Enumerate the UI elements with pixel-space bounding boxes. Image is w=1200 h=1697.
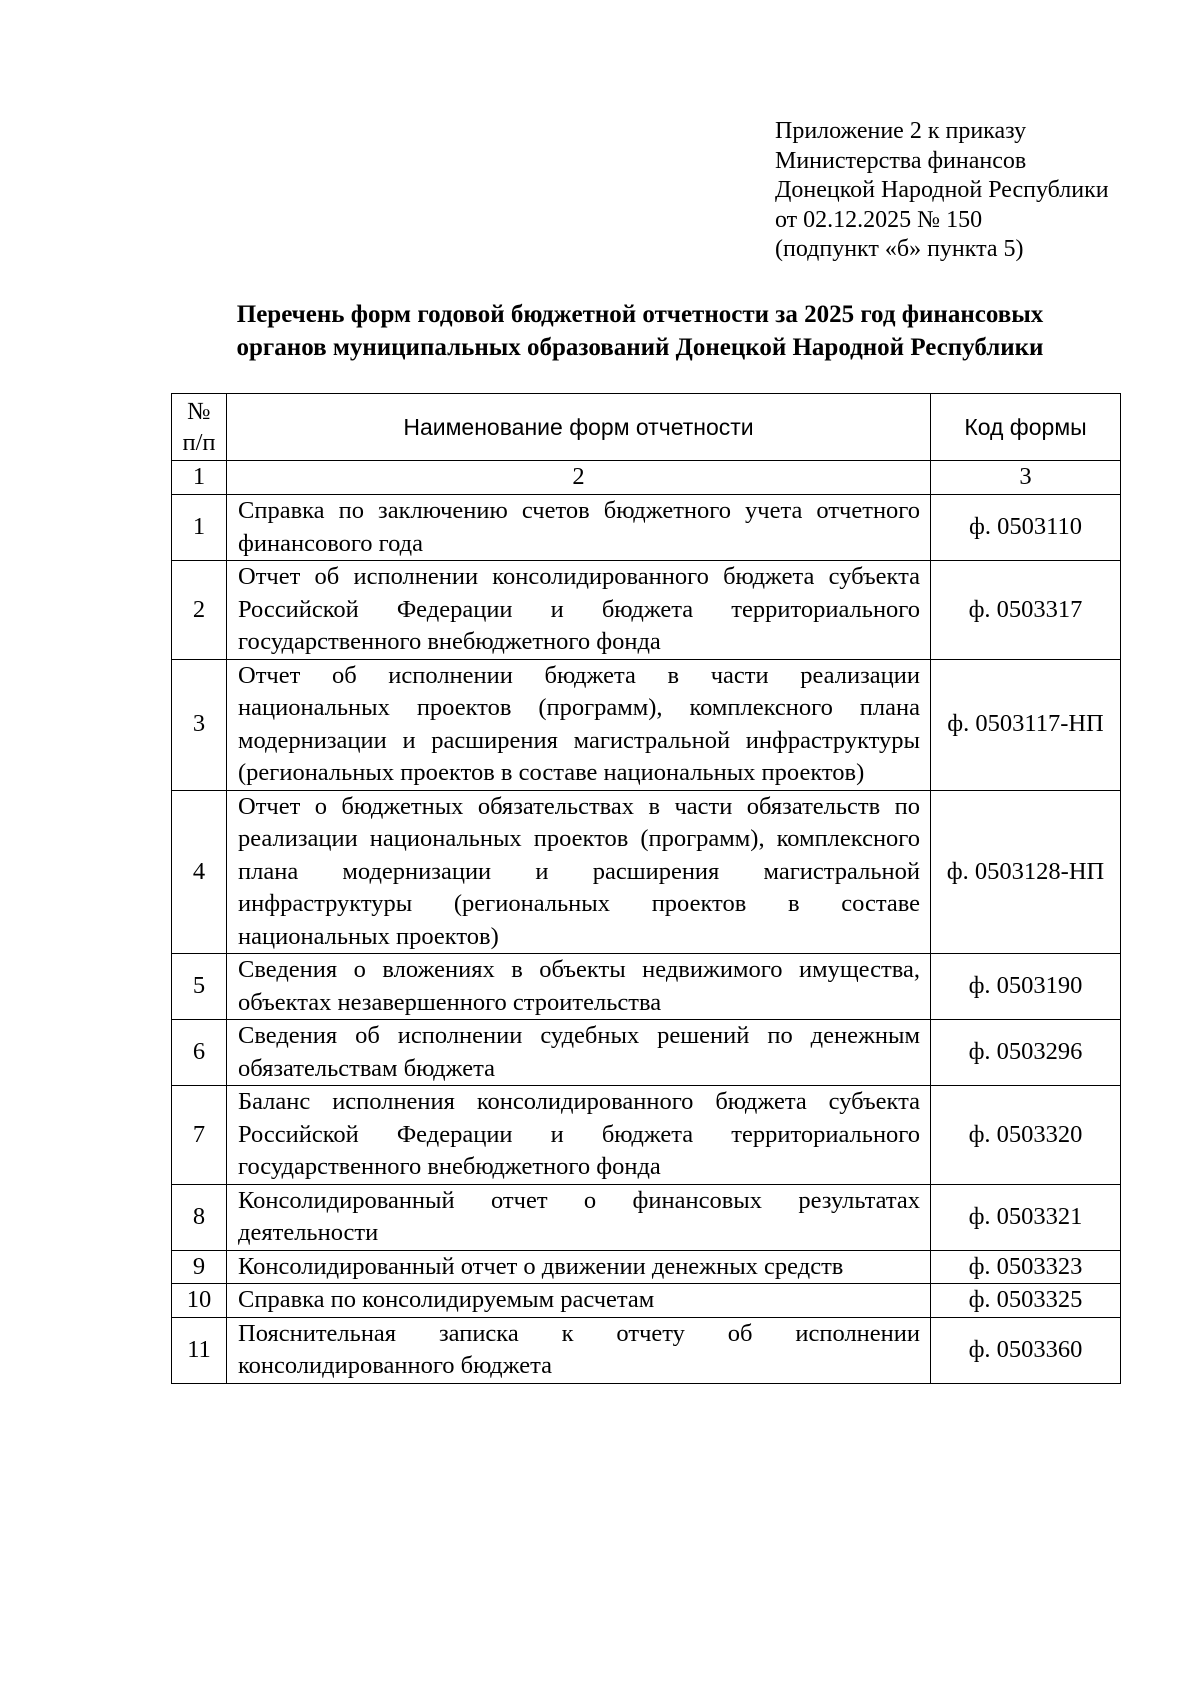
form-name: Консолидированный отчет о финансовых результатах деятельности: [227, 1184, 931, 1250]
table-row: [172, 954, 1121, 1020]
row-number: 10: [172, 1284, 227, 1318]
header-number-abbr: п/п: [182, 429, 216, 456]
form-name: Справка по заключению счетов бюджетного учета отчетного финансового года: [227, 495, 931, 561]
row-number: 11: [172, 1317, 227, 1383]
form-code: ф. 0503128-НП: [931, 790, 1121, 954]
table-row: [172, 1086, 1121, 1185]
table-row: [172, 1317, 1121, 1383]
form-code: ф. 0503360: [931, 1317, 1121, 1383]
row-number: 1: [172, 495, 227, 561]
column-index: 3: [931, 461, 1121, 495]
form-name: Сведения о вложениях в объекты недвижимого имущества, объектах незавершенного строительства: [227, 954, 931, 1020]
table-row: [172, 1184, 1121, 1250]
column-index: 2: [227, 461, 931, 495]
form-name: Консолидированный отчет о движении денежных средств: [227, 1250, 931, 1284]
appendix-line: Приложение 2 к приказу: [775, 118, 1027, 144]
form-name: Пояснительная записка к отчету об исполнении консолидированного бюджета: [227, 1317, 931, 1383]
form-code: ф. 0503317: [931, 561, 1121, 660]
title-line-1: Перечень форм годовой бюджетной отчетности за 2025 год финансовых: [236, 301, 1044, 328]
header-form-name: Наименование форм отчетности: [227, 394, 931, 461]
row-number: 9: [172, 1250, 227, 1284]
table-row: [172, 659, 1121, 790]
form-code: ф. 0503110: [931, 495, 1121, 561]
row-number: 4: [172, 790, 227, 954]
row-number: 2: [172, 561, 227, 660]
form-code: ф. 0503325: [931, 1284, 1121, 1318]
form-code: ф. 0503117-НП: [931, 659, 1121, 790]
column-index-row: [172, 461, 1121, 495]
form-name: Справка по консолидируемым расчетам: [227, 1284, 931, 1318]
form-code: ф. 0503323: [931, 1250, 1121, 1284]
row-number: 3: [172, 659, 227, 790]
row-number: 6: [172, 1020, 227, 1086]
appendix-line: Донецкой Народной Республики: [775, 177, 1109, 203]
table-row: [172, 1284, 1121, 1318]
table-row: [172, 1250, 1121, 1284]
table-row: [172, 495, 1121, 561]
appendix-line: Министерства финансов: [775, 147, 1027, 174]
form-code: ф. 0503321: [931, 1184, 1121, 1250]
appendix-line: от 02.12.2025 № 150: [775, 206, 983, 233]
form-name: Отчет об исполнении бюджета в части реализации национальных проектов (программ), комплексного плана модернизации и расширения магистральной инфраструктуры (региональных проектов в составе национальных проектов): [227, 659, 931, 790]
column-index: 1: [172, 461, 227, 495]
row-number: 5: [172, 954, 227, 1020]
table-header-row: [172, 394, 1121, 461]
header-number: [172, 394, 227, 461]
form-name: Баланс исполнения консолидированного бюджета субъекта Российской Федерации и бюджета территориального государственного внебюджетного фонда: [227, 1086, 931, 1185]
forms-table: [171, 393, 1121, 1384]
form-name: Отчет о бюджетных обязательствах в части обязательств по реализации национальных проектов (программ), комплексного плана модернизации и расширения магистральной инфраструктуры (региональных проектов в составе национальных проектов): [227, 790, 931, 954]
header-form-code: Код формы: [931, 394, 1121, 461]
appendix-line: (подпункт «б» пункта 5): [775, 236, 1024, 262]
form-code: ф. 0503320: [931, 1086, 1121, 1185]
form-name: Отчет об исполнении консолидированного бюджета субъекта Российской Федерации и бюджета территориального государственного внебюджетного фонда: [227, 561, 931, 660]
table-row: [172, 1020, 1121, 1086]
form-code: ф. 0503296: [931, 1020, 1121, 1086]
row-number: 7: [172, 1086, 227, 1185]
table-row: [172, 561, 1121, 660]
table-row: [172, 790, 1121, 954]
header-number-sign: №: [187, 398, 211, 425]
title-line-2: органов муниципальных образований Донецкой Народной Республики: [236, 334, 1044, 361]
row-number: 8: [172, 1184, 227, 1250]
document-title: [150, 298, 1130, 364]
appendix-block: [775, 117, 1109, 265]
form-code: ф. 0503190: [931, 954, 1121, 1020]
form-name: Сведения об исполнении судебных решений по денежным обязательствам бюджета: [227, 1020, 931, 1086]
